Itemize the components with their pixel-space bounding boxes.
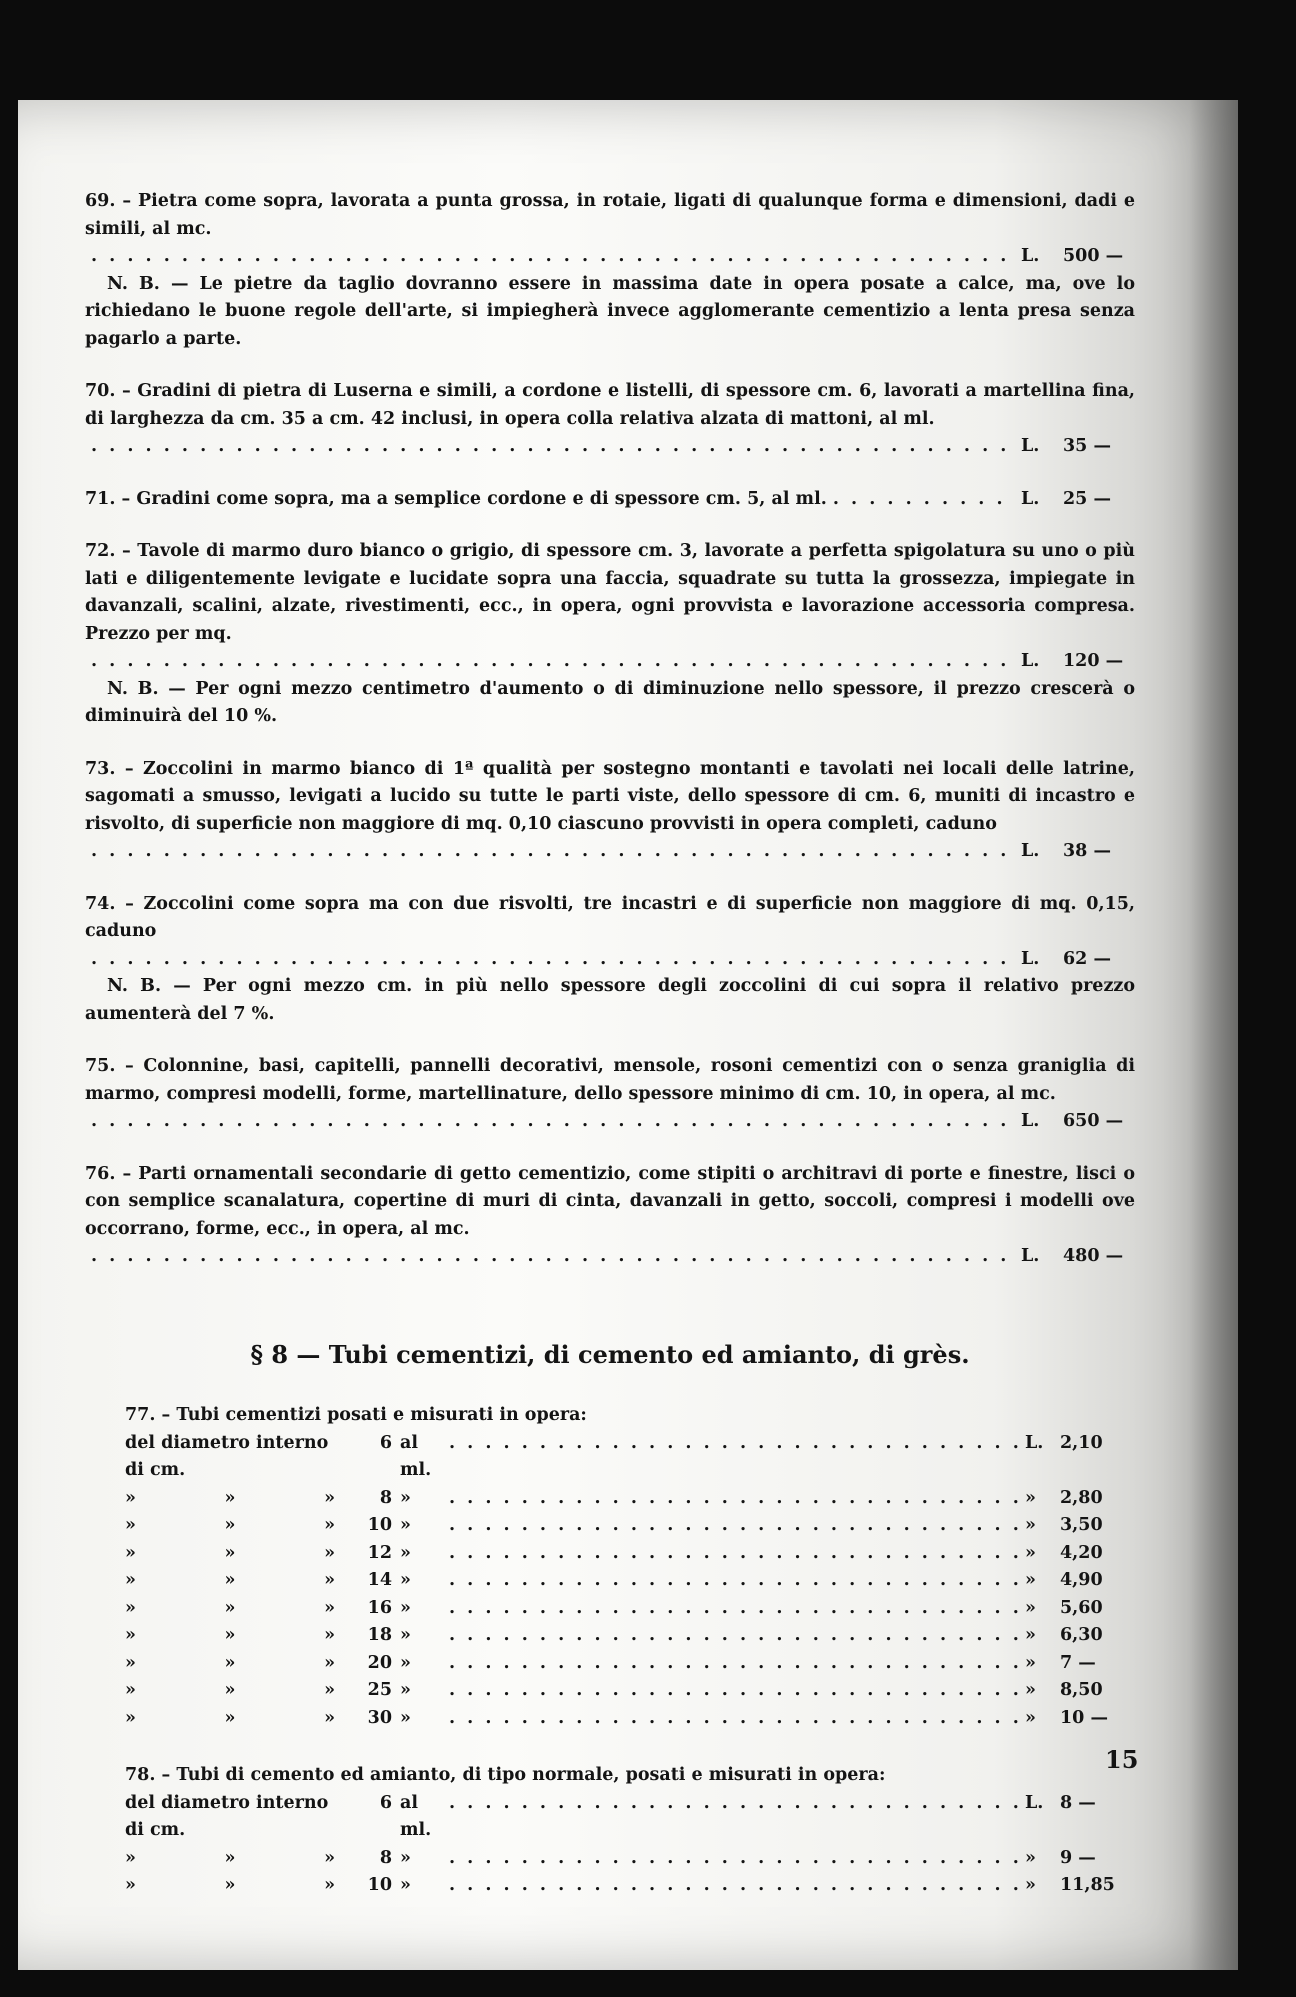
leader-dots: [449, 1845, 1021, 1873]
currency: »: [1025, 1515, 1036, 1535]
ditto-mark: »: [324, 1597, 335, 1618]
leader-dots: [449, 1677, 1021, 1705]
diameter-prefix: del diametro interno di cm.: [125, 1432, 329, 1480]
diameter-label: [125, 1567, 347, 1595]
ditto-mark: »: [125, 1680, 136, 1700]
table-row: [125, 1790, 1120, 1845]
table-row: [125, 1567, 1120, 1595]
leader-dots: [91, 433, 1015, 461]
currency: »: [1025, 1680, 1036, 1700]
diameter-size: 10: [367, 1875, 392, 1895]
diameter-size: 25: [367, 1680, 392, 1700]
price-line: [85, 648, 1135, 676]
leader-dots: [91, 946, 1015, 974]
ditto-mark: »: [224, 1680, 236, 1700]
document-page: [85, 188, 1135, 1925]
leader-dots: [449, 1622, 1021, 1650]
price: 4,90: [1060, 1570, 1103, 1590]
currency: L.: [1021, 246, 1040, 266]
price: 4,20: [1060, 1542, 1103, 1563]
unit: »: [400, 1487, 411, 1508]
entry-body: 75. – Colonnine, basi, capitelli, pannelli decorativi, mensole, rosoni cementizi con o senza graniglia di marmo, compresi modelli, forme, martellinature, dello spessore minimo di cm. 10, in opera, al mc.: [85, 1056, 1135, 1104]
leader-dots: [833, 486, 1015, 514]
price: 62 —: [1063, 948, 1111, 969]
diameter-size: 6: [379, 1432, 392, 1453]
price: 10 —: [1060, 1707, 1108, 1728]
entry-body: 73. – Zoccolini in marmo bianco di 1ª qualità per sostegno montanti e tavolati nei locali delle latrine, sagomati a smusso, levigati a lucido su tutte le parti viste, dello spessore di cm. 6, muniti di incastro e risvolto, di superficie non maggiore di mq. 0,10 ciascuno provvisti in opera completi, caduno: [85, 758, 1135, 834]
ditto-mark: »: [224, 1487, 236, 1508]
leader-dots: [449, 1540, 1021, 1568]
price: 5,60: [1060, 1597, 1103, 1618]
price: 6,30: [1060, 1625, 1103, 1645]
ditto-mark: »: [125, 1597, 136, 1618]
entry-76: [85, 1161, 1135, 1271]
entry-body: 72. – Tavole di marmo duro bianco o grigio, di spessore cm. 3, lavorate a perfetta spigolatura su uno o più lati e diligentemente levigate e lucidate sopra una faccia, squadrate su tutta la grossezza, impiegate in davanzali, scalini, alzate, rivestimenti, ecc., in opera, ogni provvista e lavorazione accessoria compresa. Prezzo per mq.: [85, 541, 1135, 644]
table-row: [125, 1650, 1120, 1678]
currency: »: [1025, 1570, 1036, 1590]
entry-72: [85, 538, 1135, 731]
ditto-mark: »: [324, 1847, 335, 1868]
diameter-label: [125, 1540, 347, 1568]
price-line: [85, 433, 1135, 461]
currency: »: [1025, 1875, 1036, 1895]
diameter-label: [125, 1790, 347, 1845]
table-row: [125, 1845, 1120, 1873]
price: 650 —: [1063, 1111, 1124, 1131]
currency: L.: [1021, 436, 1040, 456]
leader-dots: [91, 648, 1015, 676]
table-row: [125, 1622, 1120, 1650]
ditto-mark: »: [224, 1707, 236, 1728]
leader-dots: [91, 1243, 1015, 1271]
unit: »: [400, 1570, 411, 1590]
unit: »: [400, 1625, 411, 1645]
diameter-label: [125, 1872, 347, 1900]
entry-78: [85, 1762, 1135, 1900]
leader-dots: [449, 1567, 1021, 1595]
price: 35 —: [1063, 436, 1111, 456]
note: N. B. — Le pietre da taglio dovranno essere in massima date in opera posate a calce, ma, ove lo richiedano le buone regole dell'arte, si impiegherà invece agglomerante cementizio a lenta presa senza pagarlo a parte.: [85, 273, 1135, 349]
ditto-mark: »: [224, 1875, 236, 1895]
table-row: [125, 1872, 1120, 1900]
unit: »: [400, 1680, 411, 1700]
currency: L.: [1021, 841, 1040, 861]
price: 11,85: [1060, 1875, 1115, 1895]
leader-dots: [449, 1485, 1021, 1513]
currency: L.: [1021, 488, 1040, 509]
entry-71: [85, 486, 1135, 514]
ditto-mark: »: [224, 1847, 236, 1868]
unit: al ml.: [400, 1432, 432, 1480]
ditto-mark: »: [324, 1652, 335, 1673]
price-line: [85, 838, 1135, 866]
price: 2,80: [1060, 1487, 1103, 1508]
ditto-mark: »: [324, 1680, 335, 1700]
currency: L.: [1021, 1111, 1040, 1131]
price-line: [85, 486, 1135, 514]
ditto-mark: »: [224, 1652, 236, 1673]
ditto-mark: »: [324, 1515, 335, 1535]
price: 500 —: [1063, 246, 1124, 266]
entry-70: [85, 378, 1135, 461]
leader-dots: [91, 243, 1015, 271]
diameter-label: [125, 1430, 347, 1485]
currency: L.: [1021, 1246, 1040, 1266]
leader-dots: [91, 838, 1015, 866]
price: 8 —: [1060, 1792, 1096, 1813]
price: 2,10: [1060, 1432, 1103, 1453]
leader-dots: [449, 1512, 1021, 1540]
ditto-mark: »: [224, 1515, 236, 1535]
ditto-mark: »: [324, 1875, 335, 1895]
unit: »: [400, 1707, 411, 1728]
price: 120 —: [1063, 651, 1124, 671]
page-number: 15: [1105, 1745, 1139, 1774]
price: 9 —: [1060, 1847, 1096, 1868]
diameter-size: 8: [379, 1487, 392, 1508]
leader-dots: [449, 1430, 1021, 1458]
entry-69: [85, 188, 1135, 353]
ditto-mark: »: [324, 1570, 335, 1590]
ditto-mark: »: [125, 1487, 136, 1508]
leader-dots: [449, 1872, 1021, 1900]
entry-body: 69. – Pietra come sopra, lavorata a punta grossa, in rotaie, ligati di qualunque forma e dimensioni, dadi e simili, al mc.: [85, 191, 1135, 239]
currency: »: [1025, 1707, 1036, 1728]
price: 7 —: [1060, 1652, 1096, 1673]
price: 480 —: [1063, 1246, 1124, 1266]
unit: »: [400, 1597, 411, 1618]
section-title: § 8 — Tubi cementizi, di cemento ed amianto, di grès.: [250, 1339, 970, 1369]
diameter-size: 30: [367, 1707, 392, 1728]
table-row: [125, 1705, 1120, 1733]
unit: al ml.: [400, 1792, 432, 1840]
leader-dots: [449, 1790, 1021, 1818]
unit: »: [400, 1542, 411, 1563]
price-line: [85, 243, 1135, 271]
ditto-mark: »: [224, 1542, 236, 1563]
entry-heading: 77. – Tubi cementizi posati e misurati in opera:: [125, 1405, 587, 1425]
ditto-mark: »: [125, 1570, 136, 1590]
ditto-mark: »: [125, 1707, 136, 1728]
unit: »: [400, 1515, 411, 1535]
currency: L.: [1021, 948, 1040, 969]
currency: »: [1025, 1597, 1036, 1618]
entry-75: [85, 1053, 1135, 1136]
entry-body: 70. – Gradini di pietra di Luserna e simili, a cordone e listelli, di spessore cm. 6, lavorati a martellina fina, di larghezza da cm. 35 a cm. 42 inclusi, in opera colla relativa alzata di mattoni, al ml.: [85, 381, 1135, 429]
entry-body: 76. – Parti ornamentali secondarie di getto cementizio, come stipiti o architravi di porte e finestre, lisci o con semplice scanalatura, copertine di muri di cinta, davanzali in getto, soccoli, compresi i modelli ove occorrano, forme, ecc., in opera, al mc.: [85, 1163, 1135, 1239]
note: N. B. — Per ogni mezzo cm. in più nello spessore degli zoccolini di cui sopra il relativo prezzo aumenterà del 7 %.: [85, 976, 1135, 1024]
leader-dots: [91, 1108, 1015, 1136]
ditto-mark: »: [125, 1875, 136, 1895]
diameter-label: [125, 1595, 347, 1623]
entry-73: [85, 756, 1135, 866]
diameter-label: [125, 1677, 347, 1705]
ditto-mark: »: [125, 1515, 136, 1535]
diameter-label: [125, 1485, 347, 1513]
table-row: [125, 1677, 1120, 1705]
leader-dots: [449, 1705, 1021, 1733]
ditto-mark: »: [125, 1847, 136, 1868]
leader-dots: [449, 1650, 1021, 1678]
ditto-mark: »: [324, 1487, 335, 1508]
diameter-size: 20: [367, 1652, 392, 1673]
table-row: [125, 1595, 1120, 1623]
diameter-label: [125, 1650, 347, 1678]
currency: »: [1025, 1487, 1036, 1508]
note: N. B. — Per ogni mezzo centimetro d'aumento o di diminuzione nello spessore, il prezzo crescerà o diminuirà del 10 %.: [85, 678, 1135, 726]
ditto-mark: »: [224, 1570, 236, 1590]
diameter-size: 8: [379, 1847, 392, 1868]
price-line: [85, 1243, 1135, 1271]
tubes-78-table: [125, 1790, 1120, 1900]
diameter-size: 18: [367, 1625, 392, 1645]
currency: »: [1025, 1652, 1036, 1673]
ditto-mark: »: [125, 1652, 136, 1673]
entry-body: 74. – Zoccolini come sopra ma con due risvolti, tre incastri e di superficie non maggiore di mq. 0,15, caduno: [85, 893, 1135, 941]
ditto-mark: »: [125, 1542, 136, 1563]
price-line: [85, 1108, 1135, 1136]
diameter-size: 6: [379, 1792, 392, 1813]
entry-body: 71. – Gradini come sopra, ma a semplice cordone e di spessore cm. 5, al ml.: [85, 488, 827, 509]
unit: »: [400, 1875, 411, 1895]
diameter-label: [125, 1622, 347, 1650]
price: 8,50: [1060, 1680, 1103, 1700]
currency: L.: [1021, 651, 1040, 671]
table-row: [125, 1485, 1120, 1513]
diameter-size: 12: [367, 1542, 392, 1563]
tubes-77-table: [125, 1430, 1120, 1733]
ditto-mark: »: [224, 1625, 236, 1645]
price: 25 —: [1063, 488, 1111, 509]
entry-heading: 78. – Tubi di cemento ed amianto, di tipo normale, posati e misurati in opera:: [125, 1765, 886, 1785]
currency: »: [1025, 1542, 1036, 1563]
entry-77: [85, 1402, 1135, 1732]
ditto-mark: »: [324, 1707, 335, 1728]
currency: L.: [1025, 1792, 1044, 1813]
diameter-label: [125, 1512, 347, 1540]
currency: L.: [1025, 1432, 1044, 1453]
diameter-label: [125, 1845, 347, 1873]
diameter-prefix: del diametro interno di cm.: [125, 1792, 329, 1840]
currency: »: [1025, 1847, 1036, 1868]
price-line: [85, 946, 1135, 974]
table-row: [125, 1430, 1120, 1485]
currency: »: [1025, 1625, 1036, 1645]
ditto-mark: »: [224, 1597, 236, 1618]
unit: »: [400, 1652, 411, 1673]
entry-74: [85, 891, 1135, 1029]
leader-dots: [449, 1595, 1021, 1623]
ditto-mark: »: [324, 1542, 335, 1563]
diameter-size: 14: [367, 1570, 392, 1590]
diameter-size: 10: [367, 1515, 392, 1535]
ditto-mark: »: [125, 1625, 136, 1645]
ditto-mark: »: [324, 1625, 335, 1645]
price: 38 —: [1063, 841, 1111, 861]
table-row: [125, 1540, 1120, 1568]
diameter-size: 16: [367, 1597, 392, 1618]
diameter-label: [125, 1705, 347, 1733]
unit: »: [400, 1847, 411, 1868]
table-row: [125, 1512, 1120, 1540]
price: 3,50: [1060, 1515, 1103, 1535]
